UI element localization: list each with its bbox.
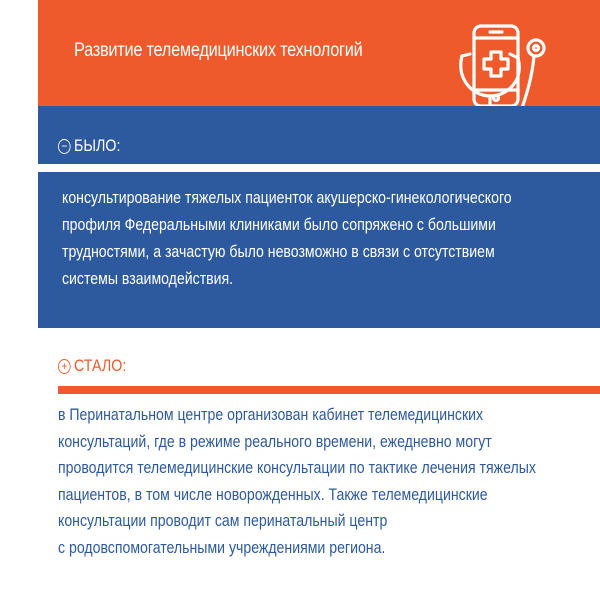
page-title: Развитие телемедицинских технологий	[74, 40, 363, 61]
divider	[58, 386, 600, 394]
text-line: проводится телемедицинские консультации по тактике лечения тяжелых	[58, 458, 536, 477]
after-heading-label: СТАЛО:	[73, 356, 127, 375]
divider	[38, 164, 600, 172]
header-banner	[38, 0, 600, 106]
after-text	[58, 402, 556, 561]
before-section	[38, 106, 600, 328]
minus-circle-icon: −	[58, 139, 71, 154]
before-heading	[58, 136, 120, 156]
text-line: пациентов, в том числе новорожденных. Также телемедицинские	[58, 484, 488, 504]
after-heading	[58, 356, 126, 376]
text-line: профиля Федеральными клиниками было сопряжено с большими	[62, 215, 496, 234]
text-line: трудностями, а зачастую было невозможно в связи с отсутствием	[62, 242, 495, 261]
plus-circle-icon: +	[58, 359, 71, 374]
text-line: в Перинатальном центре организован кабинет телемедицинских	[58, 405, 484, 424]
text-line: консультаций, где в режиме реального времени, ежедневно могут	[58, 431, 492, 451]
before-text	[62, 184, 552, 292]
text-line: консультирование тяжелых пациенток акушерско-гинекологического	[62, 188, 512, 207]
text-line: с родовспомогательными учреждениями региона.	[58, 537, 386, 557]
before-heading-label: БЫЛО:	[73, 136, 121, 155]
text-line: системы взаимодействия.	[62, 269, 234, 288]
text-line: консультации проводит сам перинатальный центр	[58, 511, 388, 530]
